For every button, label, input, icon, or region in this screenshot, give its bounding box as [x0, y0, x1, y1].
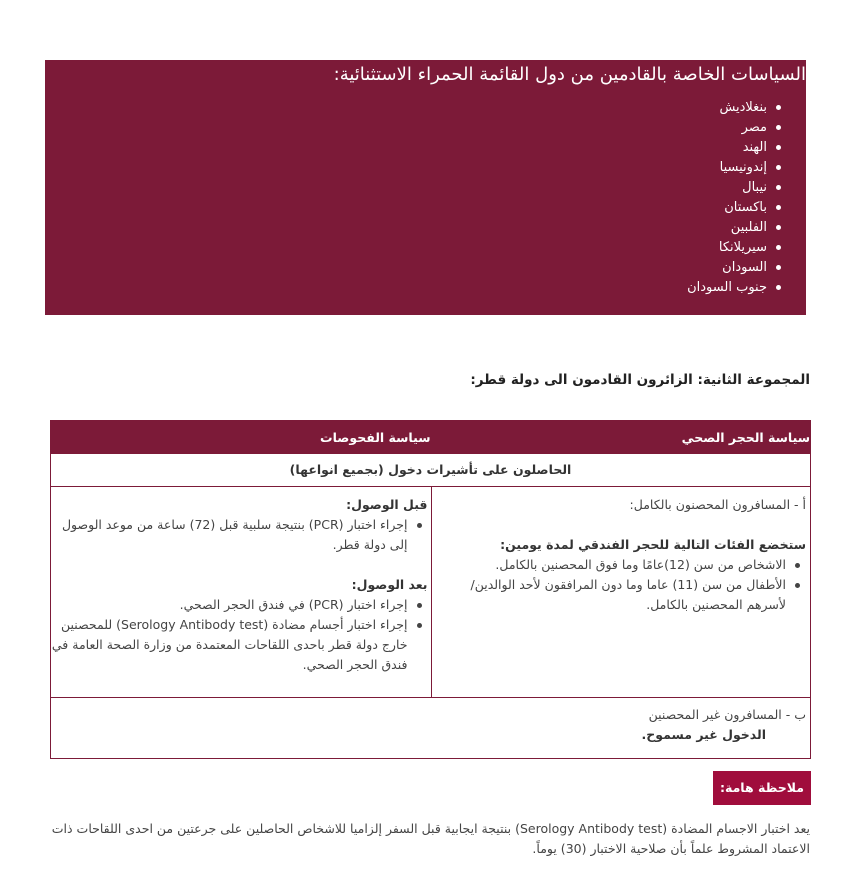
country-item: سيريلانكا: [45, 238, 781, 258]
header-tests-policy: سياسة الفحوصات: [320, 430, 431, 445]
country-item: جنوب السودان: [45, 278, 781, 298]
bullet-icon: [776, 125, 781, 130]
list-item: الاشخاص من سن (12)عامًا وما فوق المحصنين بالكامل.: [432, 555, 807, 575]
bullet-icon: [776, 185, 781, 190]
vaccinated-travelers-line: أ - المسافرون المحصنون بالكامل:: [629, 497, 806, 512]
unvaccinated-travelers-line: ب - المسافرون غير المحصنين: [648, 707, 806, 722]
list-item: إجراء اختبار أجسام مضادة (Serology Antibody test) للمحصنين خارج دولة قطر باحدى اللقاحات المعتمدة من وزارة الصحة العامة في فندق الحجر الصحي.: [51, 615, 428, 675]
bullet-icon: [776, 265, 781, 270]
quarantine-policy-cell: [431, 487, 811, 697]
after-arrival-list: [51, 595, 428, 675]
red-list-policies-banner: [45, 60, 806, 315]
group-two-heading: المجموعة الثانية: الزائرون القادمون الى دولة قطر:: [470, 372, 810, 388]
country-item: إندونيسيا: [45, 158, 781, 178]
country-list: [45, 98, 806, 298]
list-item: الأطفال من سن (11) عاما وما دون المرافقون لأحد الوالدين/ لأسرهم المحصنين بالكامل.: [432, 575, 807, 615]
bullet-icon: [776, 205, 781, 210]
vaccinated-row: [51, 487, 810, 698]
before-arrival-list: [51, 515, 428, 555]
bullet-icon: [776, 285, 781, 290]
country-item: السودان: [45, 258, 781, 278]
bullet-icon: [776, 145, 781, 150]
country-item: باكستان: [45, 198, 781, 218]
country-item: الفلبين: [45, 218, 781, 238]
country-item: نيبال: [45, 178, 781, 198]
tests-policy-cell: [51, 487, 431, 697]
important-note-badge: ملاحظة هامة:: [713, 771, 811, 805]
before-arrival-heading: قبل الوصول:: [346, 497, 428, 512]
entry-not-allowed: الدخول غير مسموح.: [641, 727, 766, 742]
visa-holders-row: الحاصلون على تأشيرات دخول (بجميع انواعها): [51, 454, 810, 487]
quarantine-category-list: [432, 555, 807, 615]
header-quarantine-policy: سياسة الحجر الصحي: [681, 430, 810, 445]
country-item: مصر: [45, 118, 781, 138]
bullet-icon: [776, 105, 781, 110]
unvaccinated-row: [51, 698, 810, 758]
banner-title: السياسات الخاصة بالقادمين من دول القائمة الحمراء الاستثنائية:: [333, 64, 806, 85]
country-item: بنغلاديش: [45, 98, 781, 118]
bullet-icon: [776, 165, 781, 170]
list-item: إجراء اختبار (PCR) في فندق الحجر الصحي.: [51, 595, 428, 615]
policy-table: [50, 420, 811, 759]
hotel-quarantine-subheading: ستخضع الفئات التالية للحجر الفندقي لمدة يومين:: [500, 537, 806, 552]
country-item: الهند: [45, 138, 781, 158]
bullet-icon: [776, 245, 781, 250]
table-header-row: [51, 421, 810, 454]
list-item: إجراء اختبار (PCR) بنتيجة سلبية قبل (72) ساعة من موعد الوصول إلى دولة قطر.: [51, 515, 428, 555]
important-note-text: يعد اختبار الاجسام المضادة (Serology Antibody test) بنتيجة ايجابية قبل السفر إلزاميا للاشخاص الحاصلين على جرعتين من احدى اللقاحات ذات الاعتماد المشروط علماً بأن صلاحية الاختبار (30) يوماً.: [51, 821, 810, 856]
after-arrival-heading: بعد الوصول:: [351, 577, 428, 592]
bullet-icon: [776, 225, 781, 230]
